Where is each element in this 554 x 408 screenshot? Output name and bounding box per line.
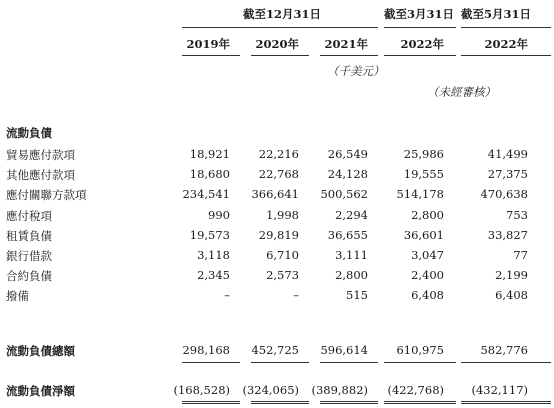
net-2021: (389,882) [311,383,368,397]
year-2019: 2019年 [186,37,230,51]
cell-2022-may: 753 [506,208,528,222]
section-title: 流動負債 [6,126,52,140]
cell-2022-mar: 514,178 [396,187,444,201]
cell-2022-mar: 2,400 [411,268,444,282]
row-label: 合約負債 [6,269,52,283]
net-2020: (324,065) [242,383,299,397]
net-rule-2022-mar [384,401,456,404]
unit-label: （千美元） [327,64,385,78]
cell-2021: 515 [346,288,368,302]
header-mar31-rule [384,27,456,28]
year-2022-may: 2022年 [484,37,528,51]
header-mar31: 截至3月31日 [384,7,455,21]
cell-2019: 3,118 [197,248,230,262]
net-rule-2021 [320,401,378,404]
row-label: 貿易應付款項 [6,148,75,162]
cell-2019: 18,680 [189,167,230,181]
header-dec31-group: 截至12月31日 [243,7,322,21]
year-rule-2019 [182,55,240,56]
total-rule-2022-may [461,362,551,363]
cell-2020: 1,998 [266,208,299,222]
cell-2019: 2,345 [197,268,230,282]
row-label: 銀行借款 [6,249,52,263]
total-rule-2019 [182,362,240,363]
net-label: 流動負債淨額 [6,384,75,398]
total-rule-2022-mar [384,362,456,363]
cell-2021: 2,800 [335,268,368,282]
header-dec31-rule [182,27,378,28]
year-rule-2022-mar [384,55,456,56]
header-may31: 截至5月31日 [461,7,532,21]
header-may31-rule [461,27,551,28]
year-2020: 2020年 [255,37,299,51]
year-rule-2022-may [461,55,551,56]
cell-2022-may: 2,199 [495,268,528,282]
cell-2021: 2,294 [335,208,368,222]
row-label: 其他應付款項 [6,168,75,182]
cell-2021: 36,655 [327,228,368,242]
cell-2022-mar: 2,800 [411,208,444,222]
cell-2022-may: 41,499 [487,147,528,161]
net-rule-2022-may [461,401,551,404]
year-rule-2020 [251,55,309,56]
total-rule-2021 [320,362,378,363]
cell-2020: 22,216 [258,147,299,161]
cell-2022-may: 33,827 [487,228,528,242]
cell-2019: 234,541 [182,187,230,201]
cell-2022-mar: 19,555 [403,167,444,181]
cell-2022-may: 77 [513,248,528,262]
total-2020: 452,725 [251,343,299,357]
row-label: 應付稅項 [6,209,52,223]
net-rule-2019 [182,401,240,404]
cell-2022-mar: 3,047 [411,248,444,262]
cell-2022-may: 470,638 [480,187,528,201]
year-rule-2021 [320,55,378,56]
cell-2022-may: 27,375 [487,167,528,181]
total-label: 流動負債總額 [6,344,75,358]
cell-2021: 3,111 [335,248,368,262]
cell-2022-mar: 25,986 [403,147,444,161]
net-2019: (168,528) [173,383,230,397]
unaudited-label: （未經審核） [427,85,496,99]
total-2022-mar: 610,975 [396,343,444,357]
cell-2022-may: 6,408 [495,288,528,302]
cell-2020: – [293,288,299,302]
cell-2021: 24,128 [327,167,368,181]
cell-2020: 366,641 [251,187,299,201]
cell-2019: – [224,288,230,302]
row-label: 撥備 [6,289,29,303]
cell-2019: 990 [208,208,230,222]
cell-2021: 500,562 [320,187,368,201]
cell-2022-mar: 6,408 [411,288,444,302]
cell-2021: 26,549 [327,147,368,161]
cell-2020: 6,710 [266,248,299,262]
year-2021: 2021年 [324,37,368,51]
row-label: 租賃負債 [6,229,52,243]
cell-2022-mar: 36,601 [403,228,444,242]
cell-2020: 2,573 [266,268,299,282]
total-2021: 596,614 [320,343,368,357]
year-2022-mar: 2022年 [400,37,444,51]
cell-2020: 29,819 [258,228,299,242]
cell-2019: 18,921 [189,147,230,161]
total-2022-may: 582,776 [480,343,528,357]
row-label: 應付關聯方款項 [6,188,87,202]
net-2022-may: (432,117) [471,383,528,397]
cell-2020: 22,768 [258,167,299,181]
total-2019: 298,168 [182,343,230,357]
cell-2019: 19,573 [189,228,230,242]
total-rule-2020 [251,362,309,363]
net-rule-2020 [251,401,309,404]
net-2022-mar: (422,768) [387,383,444,397]
